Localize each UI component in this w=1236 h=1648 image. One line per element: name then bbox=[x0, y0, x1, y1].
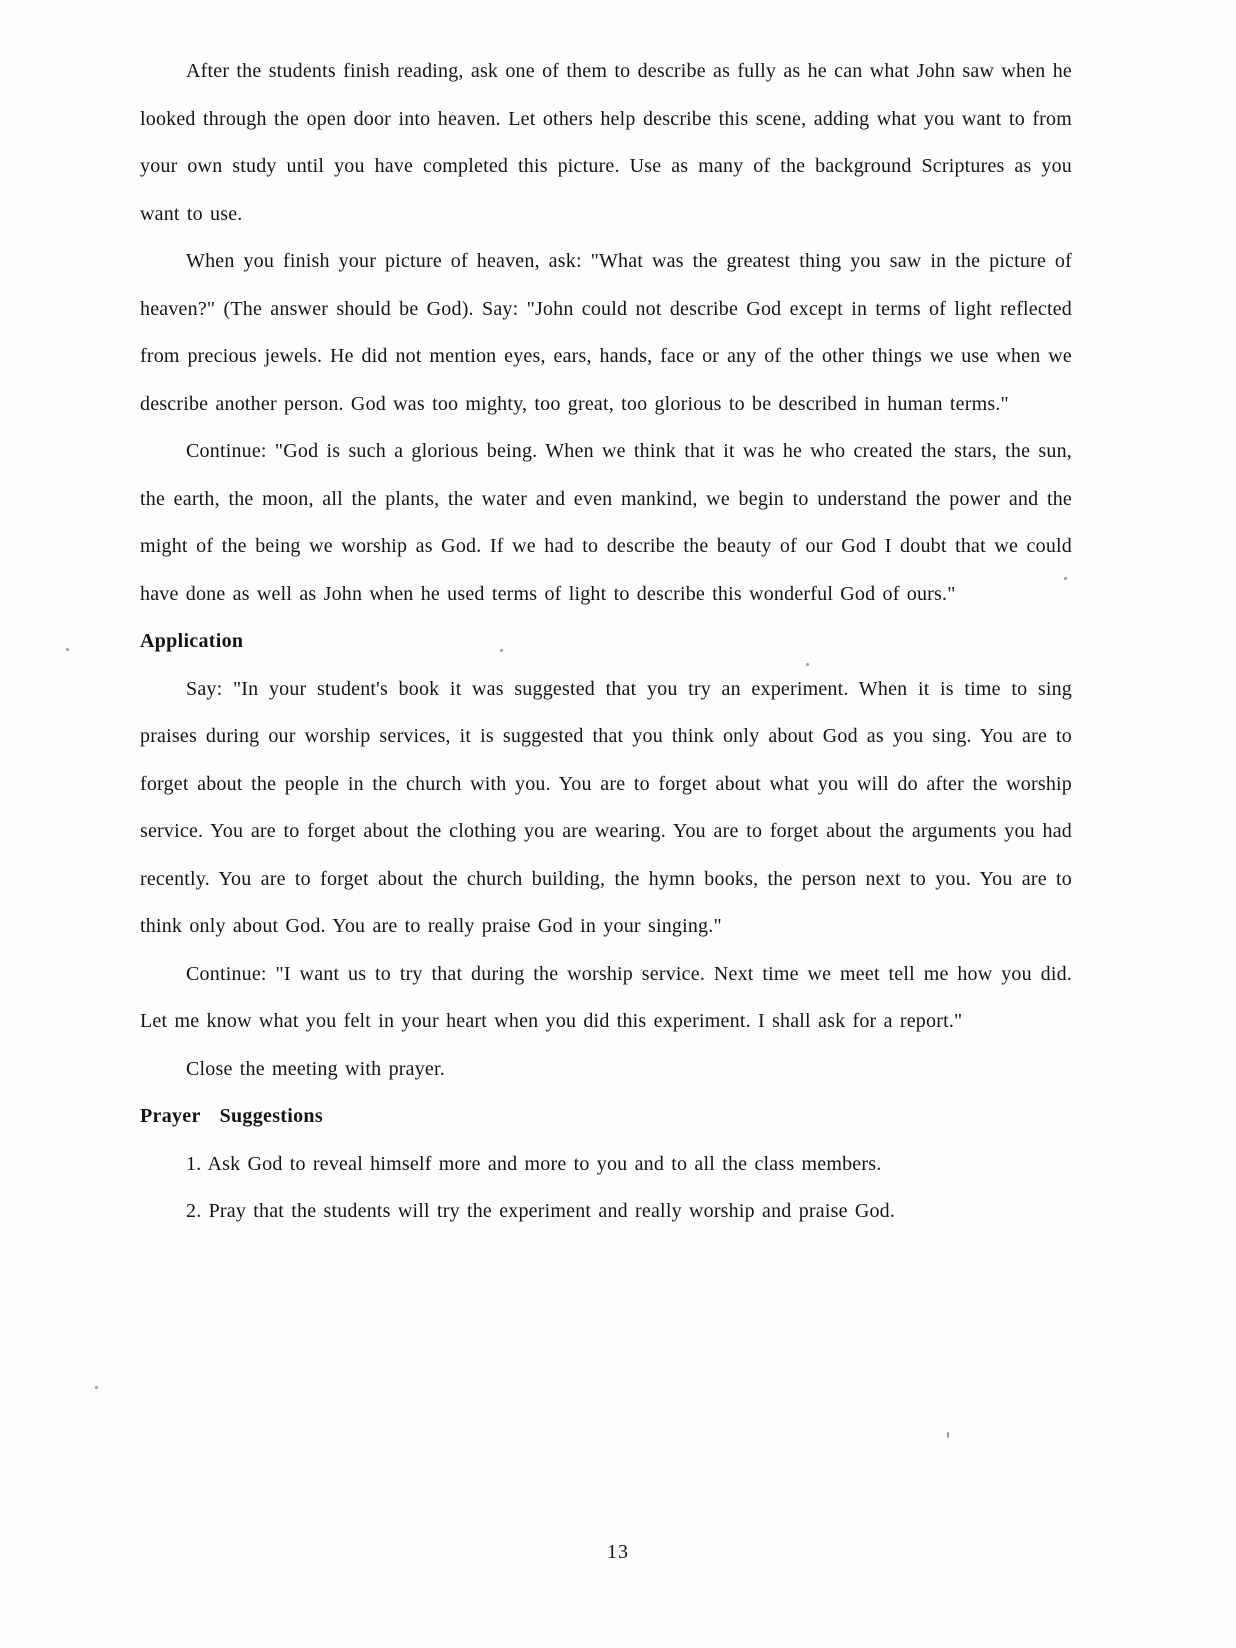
page-number: 13 bbox=[607, 1541, 629, 1563]
scan-artifact-dot bbox=[1064, 577, 1067, 580]
scan-artifact-dot bbox=[500, 649, 503, 652]
paragraph-say-experiment: Say: "In your student's book it was suggested that you try an experiment. When it is time to sing praises during our worship services, it is suggested that you think only about God as you sing. You are to forget about the people in the church with you. You are to forget about what you will do after the worship service. You are to forget about the clothing you are wearing. You are to forget about the arguments you had recently. You are to forget about the church building, the hymn books, the person next to you. You are to think only about God. You are to really praise God in your singing." bbox=[140, 677, 1072, 937]
paragraph-continue-try: Continue: "I want us to try that during the worship service. Next time we meet tell me how you did. Let me know what you felt in your heart when you did this experiment. I shall ask for a report." bbox=[140, 962, 1072, 1032]
paragraph-picture-of-heaven: When you finish your picture of heaven, ask: "What was the greatest thing you saw in the picture of heaven?" (The answer should be God). Say: "John could not describe God except in terms of light reflected from precious jewels. He did not mention eyes, ears, hands, face or any of the other things we use when we describe another person. God was too mighty, too great, too glorious to be described in human terms." bbox=[140, 250, 1072, 415]
prayer-item-2: 2. Pray that the students will try the experiment and really worship and praise God. bbox=[186, 1200, 896, 1222]
paragraph-after-reading: After the students finish reading, ask one of them to describe as fully as he can what John saw when he looked through the open door into heaven. Let others help describe this scene, adding what you want to from your own study until you have completed this picture. Use as many of the background Scriptures as you want to use. bbox=[140, 60, 1072, 225]
paragraph-close-meeting: Close the meeting with prayer. bbox=[186, 1057, 445, 1080]
scan-artifact-dot bbox=[95, 1386, 98, 1389]
scan-artifact-dot bbox=[947, 1432, 949, 1438]
text-column bbox=[140, 48, 1072, 1236]
prayer-item-1: 1. Ask God to reveal himself more and more to you and to all the class members. bbox=[186, 1152, 882, 1175]
prayer-suggestions-heading: Prayer Suggestions bbox=[140, 1105, 323, 1127]
scan-artifact-dot bbox=[66, 648, 69, 651]
paragraph-continue-glorious-being: Continue: "God is such a glorious being. When we think that it was he who created the stars, the sun, the earth, the moon, all the plants, the water and even mankind, we begin to understand the power and the might of the being we worship as God. If we had to describe the beauty of our God I doubt that we could have done as well as John when he used terms of light to describe this wonderful God of ours." bbox=[140, 440, 1072, 605]
application-heading: Application bbox=[140, 630, 244, 652]
scan-artifact-dot bbox=[806, 663, 809, 666]
